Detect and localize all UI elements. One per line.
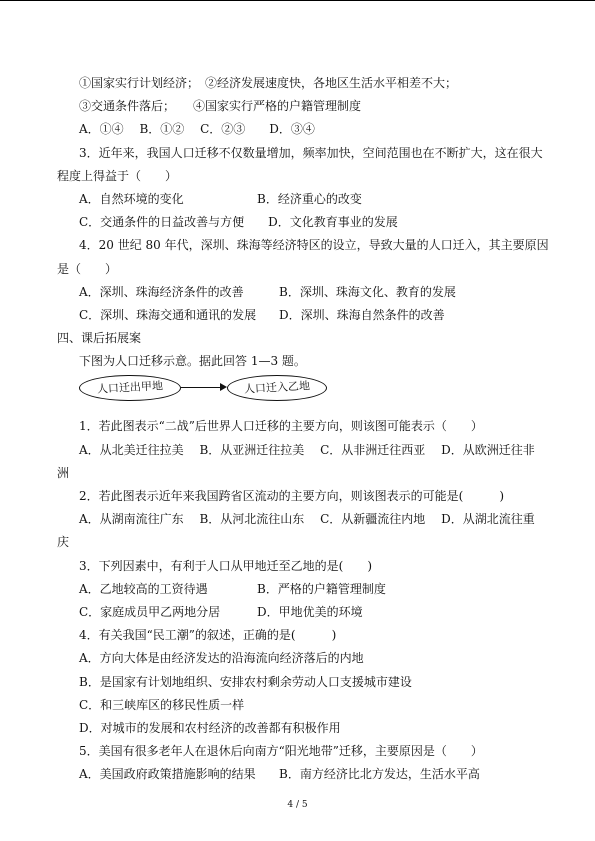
text-line: ①国家实行计划经济； ②经济发展速度快，各地区生活水平相差不大； xyxy=(79,76,458,90)
migration-diagram xyxy=(57,373,547,415)
option-c: C．和三峡库区的移民性质一样 xyxy=(79,697,245,712)
question-1-text: 1．若此图表示“二战”后世界人口迁移的主要方向，则该图可能表示（ ） xyxy=(79,419,483,434)
option-b: B．南方经济比北方发达，生活水平高 xyxy=(279,767,480,782)
option-row: A．从北美迁往拉美 B．从亚洲迁往拉美 C．从非洲迁往西亚 D．从欧洲迁往非 xyxy=(79,442,535,457)
question-3-text: 3．下列因素中，有利于人口从甲地迁至乙地的是( ) xyxy=(79,558,373,573)
option-row: A．从湖南流往广东 B．从河北流往山东 C．从新疆流往内地 D．从湖北流往重 xyxy=(79,512,535,527)
question-5-text: 5．美国有很多老年人在退休后向南方“阳光地带”迁移，主要原因是（ ） xyxy=(79,744,483,759)
document-body xyxy=(57,72,547,786)
section-heading: 四、课后拓展案 xyxy=(57,331,142,346)
option-d: D．对城市的发展和农村经济的改善都有积极作用 xyxy=(79,720,341,735)
option-d: D．深圳、珠海自然条件的改善 xyxy=(279,307,445,322)
question-4-text: 4．有关我国“民工潮”的叙述，正确的是( ) xyxy=(79,628,337,643)
page-number: 4 / 5 xyxy=(287,800,308,810)
destination-ellipse xyxy=(227,375,327,401)
destination-label: 人口迁入乙地 xyxy=(243,379,311,397)
migration-arrow-icon xyxy=(181,387,225,388)
option-row: C．交通条件的日益改善与方便 D．文化教育事业的发展 xyxy=(79,215,398,230)
option-row xyxy=(57,578,547,601)
question-2-text: 2．若此图表示近年来我国跨省区流动的主要方向，则该图表示的可能是( ) xyxy=(79,489,505,503)
question-4-text-cont: 是（ ） xyxy=(57,261,118,276)
option-d: D．甲地优美的环境 xyxy=(257,604,363,619)
option-line: A．①④ B．①② C．②③ D．③④ xyxy=(79,122,315,137)
question-3-text: 3．近年来，我国人口迁移不仅数量增加，频率加快，空间范围也在不断扩大，这在很大 xyxy=(79,145,543,160)
origin-label: 人口迁出甲地 xyxy=(96,379,164,397)
text-line: ③交通条件落后； ④国家实行严格的户籍管理制度 xyxy=(79,99,362,114)
top-rule xyxy=(0,0,595,1)
diagram-intro: 下图为人口迁移示意。据此回答 1—3 题。 xyxy=(79,354,306,369)
option-a: A．方向大体是由经济发达的沿海流向经济落后的内地 xyxy=(79,651,364,666)
origin-ellipse xyxy=(79,375,181,401)
option-row xyxy=(57,281,547,304)
option-row-cont: 洲 xyxy=(57,465,70,480)
option-row xyxy=(57,763,547,786)
option-a: A．美国政府政策措施影响的结果 xyxy=(79,767,256,782)
option-a: A．深圳、珠海经济条件的改善 xyxy=(79,284,244,299)
option-row xyxy=(57,188,547,211)
option-a: A．乙地较高的工资待遇 xyxy=(79,581,208,596)
option-b: B．严格的户籍管理制度 xyxy=(257,581,386,596)
option-b: B．深圳、珠海文化、教育的发展 xyxy=(279,284,456,299)
option-row xyxy=(57,601,547,624)
option-row xyxy=(57,304,547,327)
option-row-cont: 庆 xyxy=(57,535,70,550)
question-4-text: 4．20 世纪 80 年代，深圳、珠海等经济特区的设立，导致大量的人口迁入，其主要原因 xyxy=(79,238,549,253)
question-3-text-cont: 程度上得益于（ ） xyxy=(57,168,178,183)
option-c: C．家庭成员甲乙两地分居 xyxy=(79,604,221,619)
option-c: C．深圳、珠海交通和通讯的发展 xyxy=(79,307,257,322)
option-b: B．是国家有计划地组织、安排农村剩余劳动人口支援城市建设 xyxy=(79,674,412,689)
option-b: B．经济重心的改变 xyxy=(257,191,362,206)
option-a: A．自然环境的变化 xyxy=(79,191,184,206)
